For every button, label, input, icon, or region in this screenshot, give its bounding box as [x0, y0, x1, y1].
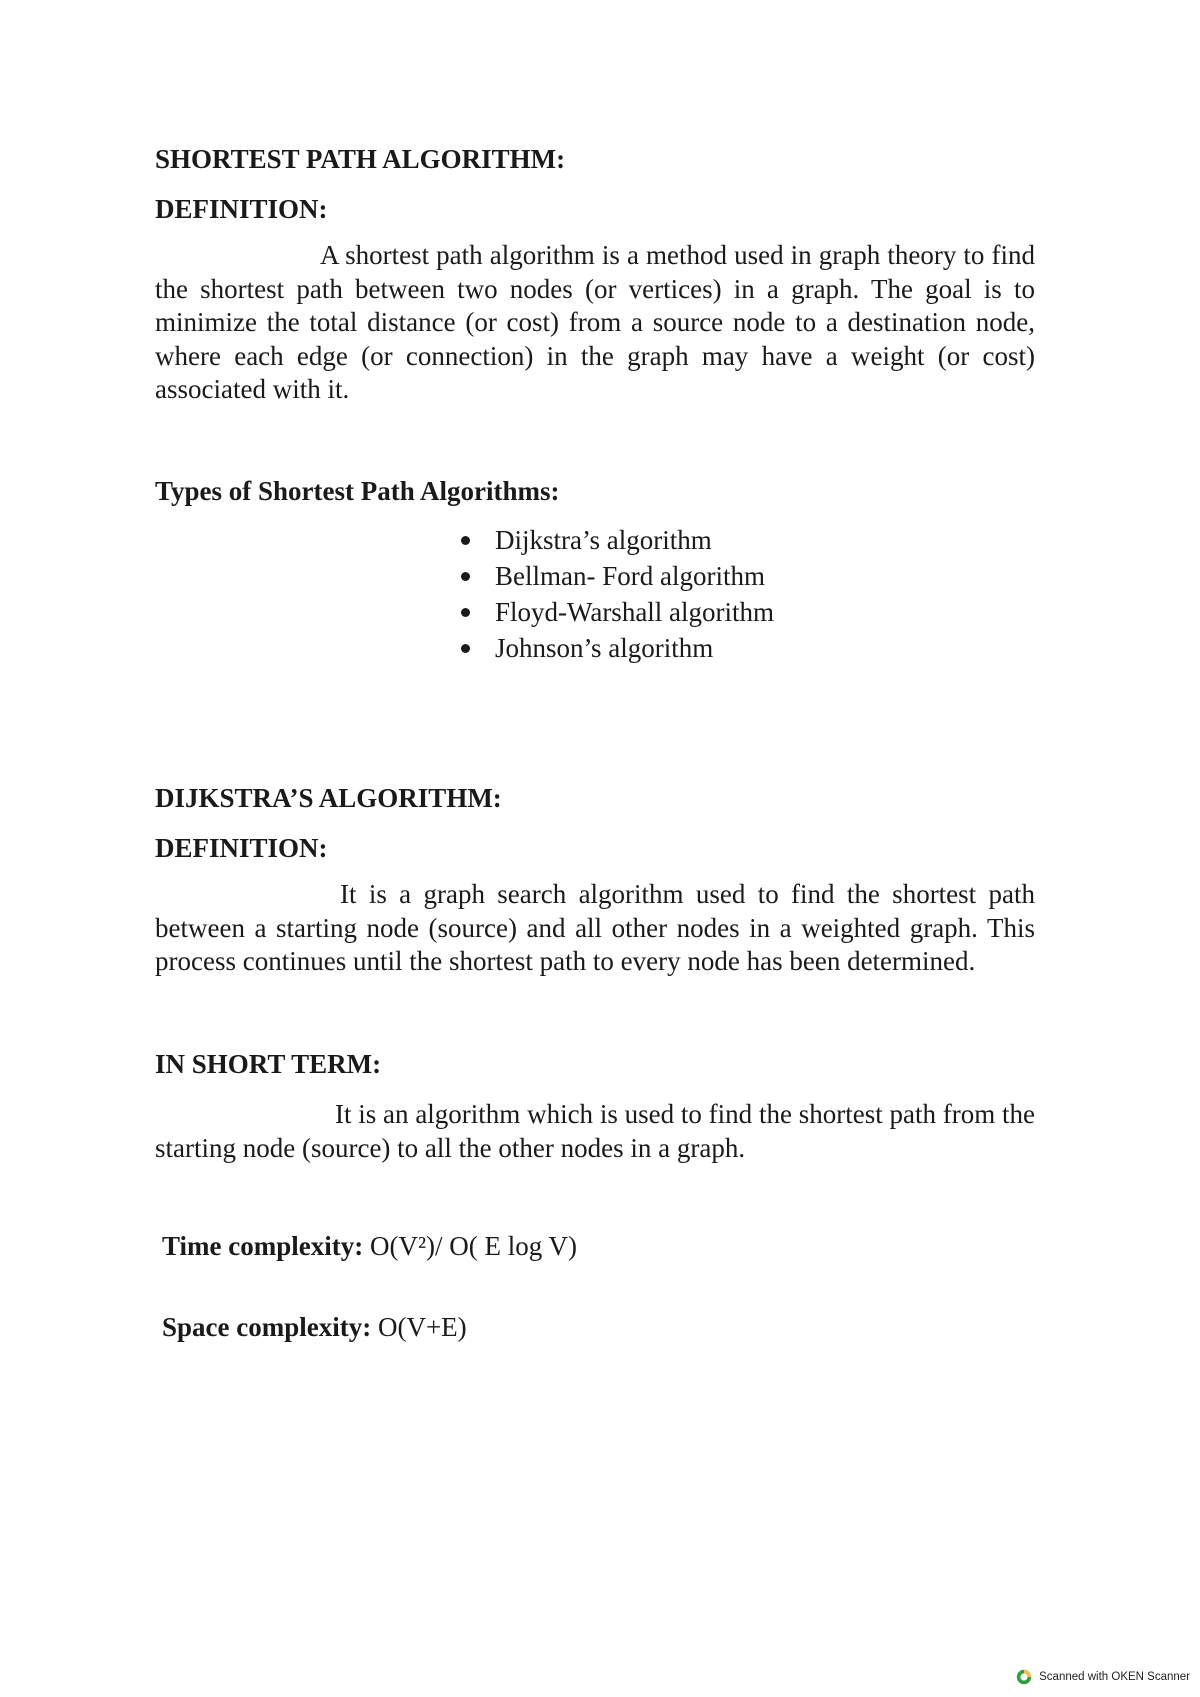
algorithm-types-list: [455, 522, 774, 666]
list-item: Floyd-Warshall algorithm: [455, 594, 774, 630]
definition-label: DEFINITION:: [155, 833, 328, 863]
space-complexity: [162, 1311, 467, 1343]
section-dijkstra: [155, 782, 1035, 979]
section-short-term: [155, 1048, 1035, 1165]
short-term-heading: IN SHORT TERM:: [155, 1049, 382, 1079]
types-heading-block: [155, 475, 1035, 507]
space-complexity-label: Space complexity:: [162, 1312, 372, 1342]
definition-label: DEFINITION:: [155, 194, 328, 224]
scanner-text: Scanned with OKEN Scanner: [1039, 1671, 1190, 1683]
list-item: Dijkstra’s algorithm: [455, 522, 774, 558]
definition-paragraph: A shortest path algorithm is a method used in graph theory to find the shortest path between two nodes (or vertices) in a graph. The goal is to minimize the total distance (or cost) from a source node to a destination node, where each edge (or connection) in the graph may have a weight (or cost) associated with it.: [155, 240, 1035, 404]
scanner-watermark: [1015, 1668, 1190, 1686]
list-item: Johnson’s algorithm: [455, 630, 774, 666]
types-heading: Types of Shortest Path Algorithms:: [155, 476, 560, 506]
short-term-paragraph: It is an algorithm which is used to find the shortest path from the starting node (source) to all the other nodes in a graph.: [155, 1099, 1035, 1163]
section-title: DIJKSTRA’S ALGORITHM:: [155, 783, 502, 813]
list-item: Bellman- Ford algorithm: [455, 558, 774, 594]
section-shortest-path: [155, 143, 1035, 407]
scanner-logo-icon: [1015, 1668, 1033, 1686]
time-complexity: [162, 1230, 577, 1262]
definition-paragraph: It is a graph search algorithm used to find the shortest path between a starting node (source) and all other nodes in a weighted graph. This process continues until the shortest path to every node has been determined.: [155, 879, 1035, 976]
section-title: SHORTEST PATH ALGORITHM:: [155, 144, 566, 174]
time-complexity-value: O(V²)/ O( E log V): [369, 1231, 578, 1261]
space-complexity-value: O(V+E): [377, 1312, 467, 1342]
time-complexity-label: Time complexity:: [162, 1231, 364, 1261]
